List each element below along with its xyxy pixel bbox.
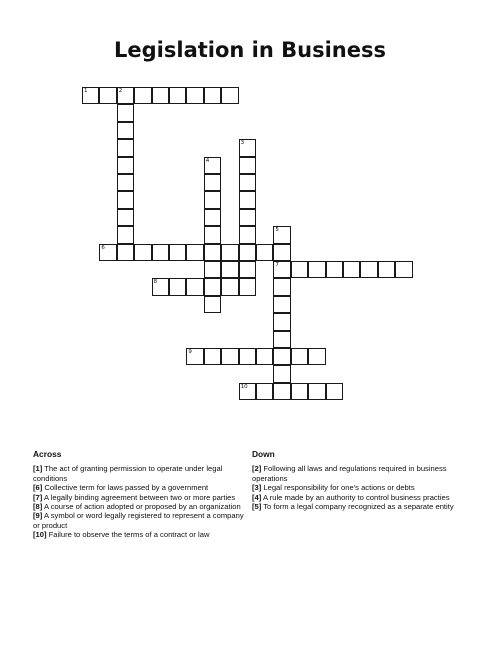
clue-down-2: [252, 464, 467, 483]
clue-text: The act of granting permission to operate under legal conditions: [33, 464, 223, 483]
grid-cell[interactable]: [239, 226, 256, 243]
grid-cell[interactable]: [273, 383, 290, 400]
grid-cell[interactable]: [308, 383, 325, 400]
grid-cell[interactable]: [186, 244, 203, 261]
grid-cell[interactable]: [273, 244, 290, 261]
grid-cell[interactable]: [291, 348, 308, 365]
clue-across-9: [33, 511, 248, 530]
clue-number: [6]: [33, 483, 43, 493]
grid-cell[interactable]: [239, 209, 256, 226]
grid-cell[interactable]: [204, 209, 221, 226]
clue-text: Collective term for laws passed by a government: [42, 483, 209, 493]
grid-cell[interactable]: [117, 174, 134, 191]
clue-number: [5]: [252, 502, 262, 512]
grid-cell[interactable]: [273, 331, 290, 348]
grid-cell[interactable]: [239, 139, 256, 156]
grid-cell[interactable]: [204, 191, 221, 208]
grid-cell[interactable]: [239, 244, 256, 261]
clue-number: [10]: [33, 530, 47, 540]
grid-cell[interactable]: [99, 87, 116, 104]
grid-cell[interactable]: [291, 383, 308, 400]
grid-cell[interactable]: [273, 296, 290, 313]
grid-cell[interactable]: [239, 174, 256, 191]
grid-cell[interactable]: [117, 87, 134, 104]
clue-across-8: [33, 502, 248, 511]
grid-cell[interactable]: [134, 87, 151, 104]
clue-text: Legal responsibility for one's actions or debts: [261, 483, 415, 493]
clue-text: To form a legal company recognized as a separate entity: [261, 502, 454, 512]
clue-text: Failure to observe the terms of a contract or law: [46, 530, 210, 540]
grid-cell[interactable]: [273, 226, 290, 243]
grid-cell[interactable]: [204, 157, 221, 174]
grid-cell[interactable]: [221, 278, 238, 295]
grid-cell[interactable]: [273, 261, 290, 278]
cell-number: 1: [84, 88, 88, 94]
grid-cell[interactable]: [117, 104, 134, 121]
clue-across-1: [33, 464, 248, 483]
page-title: Legislation in Business: [114, 38, 386, 62]
grid-cell[interactable]: [273, 348, 290, 365]
across-heading: Across: [33, 449, 62, 459]
grid-cell[interactable]: [273, 365, 290, 382]
clue-down-3: [252, 483, 467, 492]
cell-number: 6: [101, 244, 105, 251]
grid-cell[interactable]: [82, 87, 99, 104]
grid-cell[interactable]: [239, 348, 256, 365]
cell-number: 10: [240, 383, 248, 390]
grid-cell[interactable]: [169, 278, 186, 295]
clue-down-4: [252, 493, 467, 502]
clue-text: A legally binding agreement between two or more parties: [42, 492, 236, 502]
grid-cell[interactable]: [134, 244, 151, 261]
grid-cell[interactable]: [117, 191, 134, 208]
grid-cell[interactable]: [99, 244, 116, 261]
grid-cell[interactable]: [256, 348, 273, 365]
grid-cell[interactable]: [239, 261, 256, 278]
grid-cell[interactable]: [308, 261, 325, 278]
grid-cell[interactable]: [343, 261, 360, 278]
grid-cell[interactable]: [204, 226, 221, 243]
clue-across-7: [33, 493, 248, 502]
cell-number: 3: [240, 140, 245, 147]
grid-cell[interactable]: [186, 278, 203, 295]
clue-text: A symbol or word legally registered to represent a company or product: [33, 511, 244, 530]
grid-cell[interactable]: [117, 226, 134, 243]
grid-cell[interactable]: [395, 261, 412, 278]
grid-cell[interactable]: [186, 87, 203, 104]
grid-cell[interactable]: [239, 191, 256, 208]
grid-cell[interactable]: [239, 157, 256, 174]
down-heading: Down: [252, 449, 275, 459]
grid-cell[interactable]: [117, 122, 134, 139]
across-clues: [33, 450, 248, 540]
grid-cell[interactable]: [204, 296, 221, 313]
grid-cell[interactable]: [256, 383, 273, 400]
clue-across-6: [33, 483, 248, 492]
cell-number: 2: [118, 88, 123, 94]
grid-cell[interactable]: [308, 348, 325, 365]
clue-text: A course of action adopted or proposed by an organization: [42, 502, 241, 512]
clue-number: [7]: [33, 492, 43, 502]
grid-cell[interactable]: [378, 261, 395, 278]
grid-cell[interactable]: [117, 139, 134, 156]
grid-cell[interactable]: [326, 261, 343, 278]
grid-cell[interactable]: [204, 87, 221, 104]
grid-cell[interactable]: [221, 87, 238, 104]
clue-number: [2]: [252, 464, 262, 474]
grid-cell[interactable]: [186, 348, 203, 365]
cell-number: 7: [275, 262, 279, 268]
clue-number: [8]: [33, 502, 43, 512]
grid-cell[interactable]: [117, 209, 134, 226]
grid-cell[interactable]: [221, 348, 238, 365]
clue-text: A rule made by an authority to control business practies: [261, 492, 450, 502]
grid-cell[interactable]: [239, 278, 256, 295]
grid-cell[interactable]: [221, 261, 238, 278]
grid-cell[interactable]: [117, 157, 134, 174]
clue-text: Following all laws and regulations required in business operations: [252, 464, 447, 483]
clue-number: [9]: [33, 511, 43, 521]
clue-number: [3]: [252, 483, 262, 493]
grid-cell[interactable]: [360, 261, 377, 278]
grid-cell[interactable]: [256, 244, 273, 261]
grid-cell[interactable]: [204, 244, 221, 261]
cell-number: 4: [205, 157, 210, 164]
grid-cell[interactable]: [152, 244, 169, 261]
clue-down-5: [252, 502, 467, 511]
grid-cell[interactable]: [273, 313, 290, 330]
clue-across-10: [33, 530, 248, 539]
grid-cell[interactable]: [204, 348, 221, 365]
grid-cell[interactable]: [326, 383, 343, 400]
grid-cell[interactable]: [204, 278, 221, 295]
grid-cell[interactable]: [152, 87, 169, 104]
grid-cell[interactable]: [221, 244, 238, 261]
clue-number: [1]: [33, 464, 43, 474]
clue-number: [4]: [252, 492, 262, 502]
grid-cell[interactable]: [169, 87, 186, 104]
cell-number: 8: [153, 279, 158, 286]
grid-cell[interactable]: [169, 244, 186, 261]
cell-number: 9: [188, 349, 192, 355]
grid-cell[interactable]: [239, 383, 256, 400]
down-clues: [252, 450, 467, 511]
grid-cell[interactable]: [117, 244, 134, 261]
grid-cell[interactable]: [273, 278, 290, 295]
grid-cell[interactable]: [152, 278, 169, 295]
grid-cell[interactable]: [204, 261, 221, 278]
cell-number: 5: [275, 227, 279, 234]
grid-cell[interactable]: [291, 261, 308, 278]
grid-cell[interactable]: [204, 174, 221, 191]
